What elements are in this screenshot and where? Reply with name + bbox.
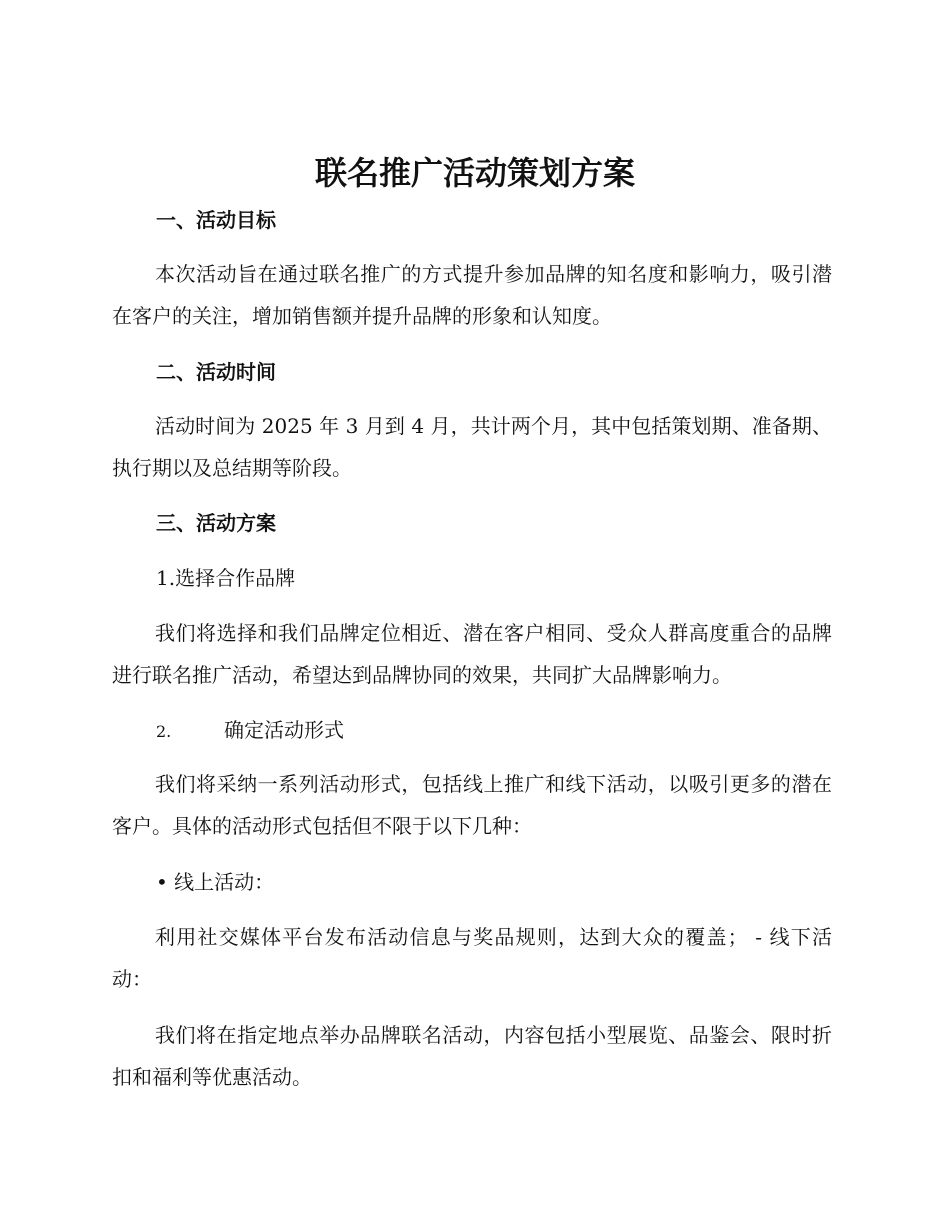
section-paragraph-goal: 本次活动旨在通过联名推广的方式提升参加品牌的知名度和影响力，吸引潜在客户的关注，增加销售额并提升品牌的形象和认知度。 (112, 262, 832, 328)
online-activity-label: • 线上活动： (156, 870, 275, 894)
document-title: 联名推广活动策划方案 (314, 154, 635, 192)
section-heading-goal: 一、活动目标 (156, 208, 276, 232)
plan-item-2-paragraph: 我们将采纳一系列活动形式，包括线上推广和线下活动，以吸引更多的潜在客户。具体的活动形式包括但不限于以下几种： (112, 772, 832, 838)
offline-activity-paragraph: 我们将在指定地点举办品牌联名活动，内容包括小型展览、品鉴会、限时折扣和福利等优惠活动。 (112, 1023, 832, 1089)
plan-item-1-paragraph: 我们将选择和我们品牌定位相近、潜在客户相同、受众人群高度重合的品牌进行联名推广活动，希望达到品牌协同的效果，共同扩大品牌影响力。 (112, 621, 832, 687)
section-heading-time: 二、活动时间 (156, 360, 276, 384)
section-paragraph-time: 活动时间为 2025 年 3 月到 4 月，共计两个月，其中包括策划期、准备期、执行期以及总结期等阶段。 (112, 414, 832, 480)
plan-item-2-label (156, 714, 344, 748)
plan-item-2-number: 2. (156, 722, 172, 741)
section-heading-plan: 三、活动方案 (156, 511, 276, 535)
online-activity-paragraph: 利用社交媒体平台发布活动信息与奖品规则，达到大众的覆盖； - 线下活动： (112, 925, 832, 991)
plan-item-1-label: 1.选择合作品牌 (156, 566, 296, 590)
plan-item-2-text: 确定活动形式 (224, 718, 344, 742)
